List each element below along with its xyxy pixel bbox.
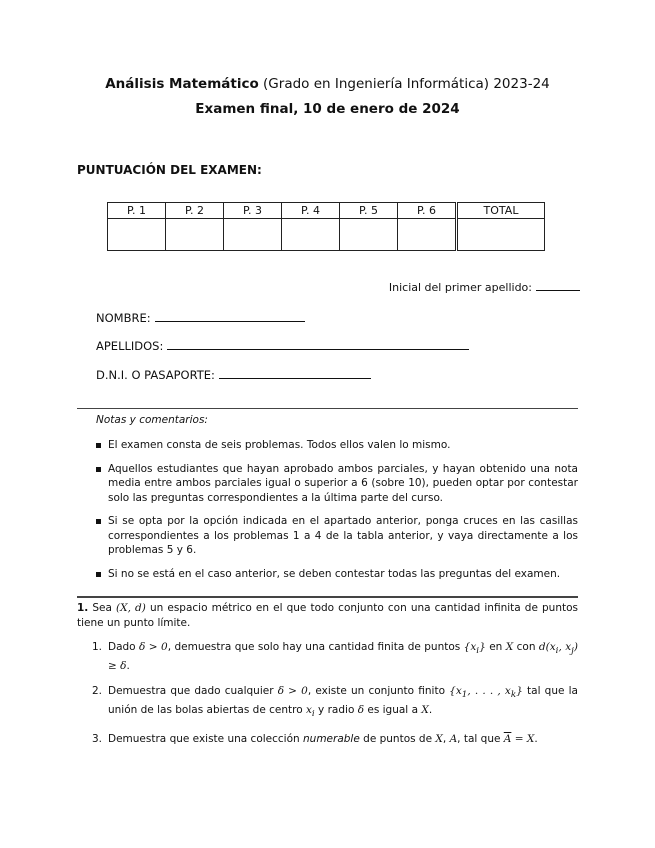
- score-cell-p4[interactable]: [282, 219, 340, 251]
- text: Demuestra que dado cualquier: [108, 685, 278, 698]
- notes-title: Notas y comentarios:: [96, 414, 208, 426]
- note-item: El examen consta de seis problemas. Todos ellos valen lo mismo.: [96, 438, 578, 453]
- math-part: ) ≥ δ: [108, 641, 578, 672]
- score-section-title: PUNTUACIÓN DEL EXAMEN:: [77, 163, 262, 177]
- problem-1-statement: [77, 601, 578, 631]
- text: de puntos de: [359, 733, 436, 746]
- emphasis: numerable: [303, 733, 360, 746]
- text: .: [428, 703, 433, 716]
- math-part: }: [479, 641, 486, 653]
- score-col-p5: P. 5: [340, 203, 398, 219]
- math: [463, 641, 486, 657]
- math-sub: i: [311, 708, 315, 719]
- math: X: [505, 641, 514, 653]
- name-blank[interactable]: [155, 309, 305, 322]
- text: ,: [442, 733, 450, 746]
- math-closure: $\overline{A}$: [503, 733, 512, 746]
- score-col-p3: P. 3: [224, 203, 282, 219]
- math-part: , . . . , x: [467, 685, 511, 698]
- id-label: D.N.I. O PASAPORTE:: [96, 368, 215, 382]
- score-cell-total[interactable]: [457, 219, 545, 251]
- exam-title: Examen final, 10 de enero de 2024: [195, 101, 460, 117]
- notes-list: [96, 438, 578, 590]
- text: con: [513, 641, 539, 653]
- course-name: Análisis Matemático: [105, 76, 259, 92]
- course-details: (Grado en Ingeniería Informática) 2023-24: [258, 76, 550, 92]
- score-cell-p3[interactable]: [224, 219, 282, 251]
- text: , tal que: [457, 733, 504, 746]
- math-part: {x: [463, 641, 477, 653]
- score-cell-p2[interactable]: [166, 219, 224, 251]
- math: X: [421, 703, 429, 716]
- score-header-row: [108, 203, 545, 219]
- score-col-p2: P. 2: [166, 203, 224, 219]
- math: (X, d): [116, 602, 146, 614]
- math: [449, 685, 523, 701]
- text: un espacio métrico en el que todo conjunto con una cantidad infinita de puntos tiene un punto límite.: [77, 602, 578, 629]
- text: Demuestra que existe una colección: [108, 733, 304, 746]
- math: δ > 0: [277, 685, 308, 698]
- course-title: [0, 76, 655, 92]
- math: δ: [357, 703, 365, 716]
- text: , existe un conjunto finito: [307, 685, 450, 698]
- id-field: [96, 366, 371, 382]
- initial-label: Inicial del primer apellido:: [388, 281, 532, 294]
- score-col-total: TOTAL: [457, 203, 545, 219]
- math: [305, 703, 315, 719]
- math-part: d(x: [538, 641, 556, 653]
- initial-field: [389, 278, 580, 294]
- math: = X: [511, 733, 535, 746]
- divider-problem: [77, 596, 578, 598]
- text: es igual a: [364, 703, 422, 716]
- note-item: Si no se está en el caso anterior, se deben contestar todas las preguntas del examen.: [96, 567, 578, 582]
- divider-top: [77, 408, 578, 409]
- math-part: }: [516, 685, 523, 698]
- math-sub: j: [571, 646, 574, 657]
- score-cell-p5[interactable]: [340, 219, 398, 251]
- math: δ > 0: [139, 641, 168, 653]
- text: .: [126, 659, 130, 672]
- math-part: , x: [558, 641, 572, 653]
- score-cell-p6[interactable]: [398, 219, 457, 251]
- score-table: [107, 202, 545, 251]
- math-sub: k: [510, 690, 517, 701]
- note-item: Si se opta por la opción indicada en el apartado anterior, ponga cruces en las casillas correspondientes a los problemas 1 a 4 de la tabla anterior, y vaya directamente a los problemas 5 y 6.: [96, 514, 578, 558]
- math: A: [449, 733, 458, 746]
- surnames-blank[interactable]: [167, 337, 469, 350]
- item-number: 2.: [92, 685, 103, 698]
- score-col-p1: P. 1: [108, 203, 166, 219]
- initial-blank[interactable]: [536, 278, 580, 291]
- math-sub: i: [555, 646, 559, 657]
- math-sub: 1: [461, 690, 468, 701]
- problem-item-1: [92, 640, 578, 673]
- score-value-row: [108, 219, 545, 251]
- id-blank[interactable]: [219, 366, 371, 379]
- text: .: [534, 733, 538, 746]
- problem-item-3: [92, 732, 578, 747]
- problem-item-2: [92, 684, 578, 721]
- surnames-field: [96, 337, 469, 353]
- item-number: 3.: [92, 733, 103, 746]
- text: y radio: [314, 703, 358, 716]
- text: tal que la unión de las bolas abiertas de centro: [108, 685, 578, 716]
- name-field: [96, 309, 305, 325]
- text: Dado: [108, 641, 140, 653]
- math-part: x: [305, 703, 312, 716]
- text: , demuestra que solo hay una cantidad finita de puntos: [167, 641, 464, 653]
- text: en: [485, 641, 506, 653]
- note-item: Aquellos estudiantes que hayan aprobado ambos parciales, y hayan obtenido una nota media entre ambos parciales igual o superior a 6 (sobre 10), pueden optar por contestar solo las preguntas correspondientes a la última parte del curso.: [96, 462, 578, 506]
- text: Sea: [92, 602, 117, 614]
- item-number: 1.: [92, 641, 103, 653]
- score-col-p4: P. 4: [282, 203, 340, 219]
- score-col-p6: P. 6: [398, 203, 457, 219]
- math-part: {x: [449, 685, 462, 698]
- surnames-label: APELLIDOS:: [96, 339, 164, 353]
- name-label: NOMBRE:: [96, 311, 151, 325]
- math-sub: i: [476, 646, 480, 657]
- problem-number: 1.: [77, 602, 89, 614]
- problem-1-items: [92, 640, 578, 758]
- score-cell-p1[interactable]: [108, 219, 166, 251]
- math: X: [435, 733, 443, 746]
